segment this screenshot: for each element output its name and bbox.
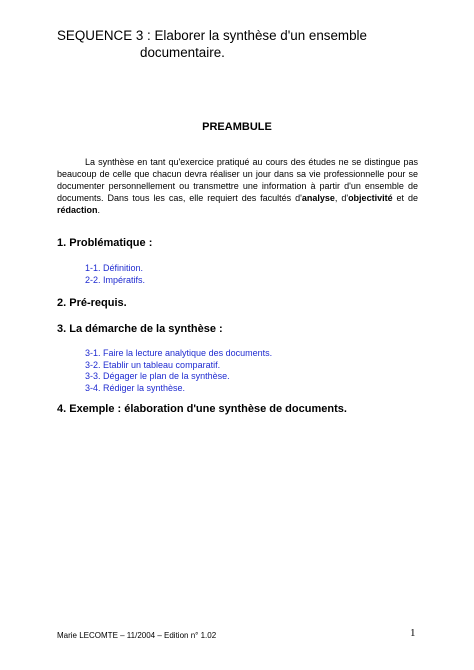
keyword-redaction: rédaction	[57, 205, 98, 215]
footer-page-number: 1	[410, 627, 416, 639]
section-heading-problematique: 1. Problématique :	[57, 237, 153, 249]
document-title	[57, 27, 437, 61]
list-item[interactable]: 3-3. Dégager le plan de la synthèse.	[85, 371, 230, 381]
demarche-list	[85, 348, 272, 394]
title-line-1: SEQUENCE 3 : Elaborer la synthèse d'un ensemble	[57, 28, 367, 43]
problematique-list	[85, 263, 145, 286]
list-item[interactable]: 1-1. Définition.	[85, 263, 144, 273]
footer-author-edition: Marie LECOMTE – 11/2004 – Edition n° 1.02	[57, 631, 217, 640]
preambule-heading: PREAMBULE	[202, 121, 272, 133]
list-item[interactable]: 3-4. Rédiger la synthèse.	[85, 382, 186, 393]
keyword-analyse: analyse	[301, 193, 335, 203]
list-item[interactable]: 3-1. Faire la lecture analytique des documents.	[85, 348, 273, 358]
section-heading-prerequis: 2. Pré-requis.	[57, 297, 127, 309]
keyword-objectivite: objectivité	[348, 193, 393, 203]
section-heading-demarche: 3. La démarche de la synthèse :	[57, 323, 223, 335]
title-line-2: documentaire.	[140, 45, 225, 60]
preambule-text: La synthèse en tant qu'exercice pratiqué au cours des études ne se distingue pas beaucoup de celle que chacun devra réaliser un jour dans sa vie professionnelle pour se documenter personnellement ou transmettre une information à partir d'un ensemble de documents. Dans tous les cas, elle requiert des facultés d'	[57, 157, 418, 203]
section-heading-exemple: 4. Exemple : élaboration d'une synthèse de documents.	[57, 403, 347, 415]
list-item[interactable]: 2-2. Impératifs.	[85, 274, 146, 285]
preambule-paragraph: La synthèse en tant qu'exercice pratiqué au cours des études ne se distingue pas beaucoup de celle que chacun devra réaliser un jour dans sa vie professionnelle pour se documenter personnellement ou transmettre une information à partir d'un ensemble de documents. Dans tous les cas, elle requiert des facultés d'analyse, d'objectivité et de rédaction.	[57, 157, 418, 215]
list-item[interactable]: 3-2. Etablir un tableau comparatif.	[85, 359, 221, 370]
